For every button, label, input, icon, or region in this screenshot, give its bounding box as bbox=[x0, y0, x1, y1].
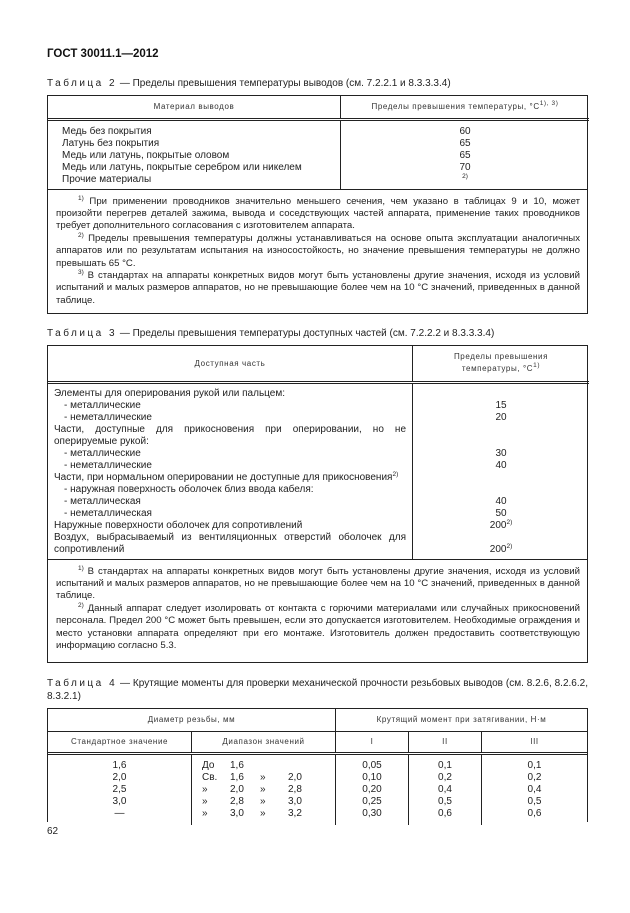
value-wrap bbox=[490, 520, 512, 532]
table3-caption-label: Таблица 3 bbox=[47, 328, 118, 339]
value: 15 bbox=[495, 399, 507, 411]
value-wrap bbox=[490, 544, 512, 556]
table3-row-value bbox=[413, 424, 589, 448]
value: 65 bbox=[459, 137, 471, 149]
table4-standard-value-column bbox=[48, 753, 192, 825]
table3-row-label bbox=[54, 388, 406, 400]
table2-row-value bbox=[341, 138, 589, 150]
value: 30 bbox=[495, 447, 507, 459]
table4-header-torque: Крутящий момент при затягивании, Н·м bbox=[336, 709, 588, 731]
table4-range-column bbox=[192, 753, 336, 825]
table2-header-limits bbox=[341, 96, 590, 119]
label: - металлические bbox=[64, 447, 141, 459]
range-from: 2,0 bbox=[230, 783, 244, 795]
table4-standard-value: 1,6 bbox=[112, 759, 127, 771]
table4-caption-label: Таблица 4 bbox=[47, 678, 118, 689]
range-sep: » bbox=[260, 783, 266, 795]
range-to bbox=[288, 760, 314, 772]
table3-row-label bbox=[54, 532, 406, 556]
table3-row-label bbox=[54, 448, 406, 460]
table2-footnotes bbox=[48, 189, 587, 314]
value-wrap bbox=[495, 496, 506, 508]
footnote-text: Пределы превышения температуры должны устанавливаться на основе опыта эксплуатации аналогичных аппаратов или по результатам испытания на износостойкость, но значение превышения температуры не должно превышать 65 °С. bbox=[56, 232, 580, 269]
table3 bbox=[47, 345, 588, 663]
table3-values bbox=[413, 382, 590, 559]
table2-row-value bbox=[341, 174, 589, 186]
footnote-ref: 2) bbox=[392, 470, 399, 478]
table4-col-range: Диапазон значений bbox=[192, 731, 336, 753]
table4-col-III: III bbox=[482, 731, 588, 753]
table4-torque-II: 0,6 bbox=[438, 807, 452, 819]
range-pre: » bbox=[202, 795, 208, 807]
table4-standard-value: 2,5 bbox=[112, 783, 127, 795]
table3-row-value bbox=[413, 400, 589, 412]
table3-row-value bbox=[413, 412, 589, 424]
table3-row-label bbox=[54, 424, 406, 448]
footnote-mark: 2) bbox=[78, 231, 84, 239]
table2-row-label: Медь или латунь, покрытые серебром или никелем bbox=[62, 161, 302, 173]
footnote-text: В стандартах на аппараты конкретных видов могут быть установлены другие значения, исходя из условий испытаний и малых размеров аппаратов, но не превышающие более чем на 10 °С значений, приведенных в данной таблице. bbox=[56, 269, 580, 306]
table3-caption-text: — Пределы превышения температуры доступных частей (см. 7.2.2.2 и 8.3.3.3.4) bbox=[117, 328, 495, 339]
footnote-ref: 2) bbox=[506, 518, 513, 526]
value-wrap bbox=[495, 448, 506, 460]
label: Элементы для оперирования рукой или пальцем: bbox=[54, 387, 285, 399]
table3-row-value bbox=[413, 532, 589, 556]
table3-row-value bbox=[413, 472, 589, 484]
range-pre: » bbox=[202, 807, 208, 819]
label: - наружная поверхность оболочек близ ввода кабеля: bbox=[64, 483, 314, 495]
footnote-text: При применении проводников значительно меньшего сечения, чем указано в таблицах 9 и 10, может произойти перегрев деталей зажима, вывода и соседствующих частей аппарата, применение таких проводников требует дополнительного согласования с изготовителем аппарата. bbox=[56, 195, 580, 232]
table3-row-value bbox=[413, 484, 589, 496]
range-from: 3,0 bbox=[230, 807, 244, 819]
value: 50 bbox=[495, 507, 507, 519]
range-sep: » bbox=[260, 771, 266, 783]
table4-torque-I: 0,20 bbox=[362, 783, 382, 795]
table2-row-label: Прочие материалы bbox=[62, 173, 152, 185]
range-to: 2,8 bbox=[288, 783, 302, 795]
table4-body bbox=[48, 753, 587, 825]
page-number: 62 bbox=[47, 826, 59, 837]
table2-caption-text: — Пределы превышения температуры выводов (см. 7.2.2.1 и 8.3.3.3.4) bbox=[117, 78, 451, 89]
footnote-mark: 1) bbox=[78, 194, 84, 202]
range-to: 2,0 bbox=[288, 771, 302, 783]
range-from: 1,6 bbox=[230, 759, 244, 771]
range-from: 1,6 bbox=[230, 771, 244, 783]
table4-range-cell bbox=[192, 760, 335, 772]
label: Части, при нормальном оперировании не доступные для прикосновения bbox=[54, 471, 393, 483]
header-text: Пределы превышения температуры, °С bbox=[453, 352, 549, 374]
value-wrap bbox=[495, 508, 506, 520]
range-pre: До bbox=[202, 759, 215, 771]
table2-caption-label: Таблица 2 bbox=[47, 78, 118, 89]
value: 200 bbox=[489, 543, 507, 555]
table3-row-value bbox=[413, 460, 589, 472]
label: Воздух, выбрасываемый из вентиляционных отверстий оболочек для сопротивлений bbox=[54, 531, 406, 555]
value: 20 bbox=[495, 411, 507, 423]
table4-torque-II: 0,4 bbox=[438, 783, 452, 795]
table3-row-label bbox=[54, 520, 406, 532]
table3-row-label bbox=[54, 472, 406, 484]
table3-header-limits bbox=[413, 346, 590, 382]
table4-torque-III: 0,1 bbox=[527, 759, 542, 771]
range-to: 3,2 bbox=[288, 807, 302, 819]
range-sep: » bbox=[260, 795, 266, 807]
label: - неметаллическая bbox=[64, 507, 152, 519]
label: Наружные поверхности оболочек для сопротивлений bbox=[54, 519, 303, 531]
table2 bbox=[47, 95, 588, 314]
label: - металлическая bbox=[64, 495, 141, 507]
table3-caption bbox=[47, 327, 588, 340]
document-header: ГОСТ 30011.1—2012 bbox=[47, 48, 159, 60]
value: 70 bbox=[459, 161, 471, 173]
table4-range-cell bbox=[192, 796, 335, 808]
table4-torque-II: 0,1 bbox=[438, 759, 452, 771]
table4-caption bbox=[47, 677, 588, 703]
footnote-mark: 2) bbox=[78, 601, 84, 609]
table3-header-part: Доступная часть bbox=[194, 358, 266, 368]
table3-row-value bbox=[413, 496, 589, 508]
table4-caption-text: — Крутящие моменты для проверки механической прочности резьбовых выводов (см. 8.2.6, 8.2.6.2, 8.3.2.1) bbox=[47, 678, 588, 702]
footnote bbox=[56, 233, 580, 270]
footnote bbox=[56, 566, 580, 603]
table3-row-label bbox=[54, 460, 406, 472]
table3-row-value bbox=[413, 520, 589, 532]
table4-torque-III: 0,6 bbox=[527, 807, 542, 819]
footnote bbox=[56, 603, 580, 653]
value-wrap bbox=[495, 400, 506, 412]
table3-row-value bbox=[413, 388, 589, 400]
label: - неметаллические bbox=[64, 459, 152, 471]
range-sep: » bbox=[260, 807, 266, 819]
table3-row-value bbox=[413, 448, 589, 460]
table4-torque-III: 0,5 bbox=[527, 795, 542, 807]
table4-torque-I: 0,25 bbox=[362, 795, 382, 807]
table2-row-label: Латунь без покрытия bbox=[62, 137, 160, 149]
table4-torque-III-column bbox=[482, 753, 588, 825]
range-pre: Св. bbox=[202, 771, 218, 783]
table4-range-cell bbox=[192, 772, 335, 784]
table4-torque-II-column bbox=[409, 753, 482, 825]
footnote-ref: 2) bbox=[462, 172, 468, 180]
value-wrap bbox=[495, 412, 506, 424]
table3-row-label bbox=[54, 508, 406, 520]
table2-row-value bbox=[341, 150, 589, 162]
table4-col-standard: Стандартное значение bbox=[70, 737, 169, 746]
label: - неметаллические bbox=[64, 411, 152, 423]
table4-standard-value: 2,0 bbox=[112, 771, 127, 783]
range-sep bbox=[260, 760, 288, 772]
table4-range-cell bbox=[192, 784, 335, 796]
table3-row-label bbox=[54, 412, 406, 424]
table4-col-I: I bbox=[336, 731, 409, 753]
table4-col-II: II bbox=[409, 731, 482, 753]
table4-standard-value: — bbox=[114, 807, 125, 819]
table2-header-material: Материал выводов bbox=[153, 102, 235, 112]
footnote-mark: 1) bbox=[78, 564, 84, 572]
label: - металлические bbox=[64, 399, 141, 411]
range-to: 3,0 bbox=[288, 795, 302, 807]
table2-values bbox=[341, 119, 590, 189]
table3-row-label bbox=[54, 484, 406, 496]
table4-torque-II: 0,2 bbox=[438, 771, 452, 783]
table2-row-label: Медь без покрытия bbox=[62, 125, 152, 137]
table4-torque-III: 0,4 bbox=[527, 783, 542, 795]
table4-torque-I: 0,05 bbox=[362, 759, 382, 771]
table2-row-value bbox=[341, 126, 589, 138]
footnote bbox=[56, 196, 580, 233]
value-wrap bbox=[495, 460, 506, 472]
table4-torque-I-column bbox=[336, 753, 409, 825]
table3-labels bbox=[48, 382, 413, 559]
value: 40 bbox=[495, 495, 507, 507]
table4 bbox=[47, 708, 588, 822]
value: 40 bbox=[495, 459, 507, 471]
footnote-text: Данный аппарат следует изолировать от контакта с горючими материалами или случайных прикосновений персонала. Предел 200 °С может быть превышен, если это допускается изготовителем. Необходимые ограждения и место установки аппарата определяют при его монтаже. Изготовитель должен предоставить соответствующую информацию согласно 5.3. bbox=[56, 602, 580, 651]
table3-row-label bbox=[54, 496, 406, 508]
header-sup: 1) bbox=[533, 362, 541, 370]
table4-torque-III: 0,2 bbox=[527, 771, 542, 783]
range-from: 2,8 bbox=[230, 795, 244, 807]
table4-torque-II: 0,5 bbox=[438, 795, 452, 807]
footnote-text: В стандартах на аппараты конкретных видов могут быть установлены другие значения, исходя из условий испытаний и малых размеров аппаратов, но не превышающие более чем на 10 °С значений, приведенных в данной таблице. bbox=[56, 565, 580, 602]
header-sup: 1), 3) bbox=[539, 100, 559, 108]
table2-caption bbox=[47, 77, 588, 90]
value: 65 bbox=[459, 149, 471, 161]
header-text: Пределы превышения температуры, °С bbox=[371, 102, 540, 112]
table2-labels bbox=[48, 119, 341, 189]
range-pre: » bbox=[202, 783, 208, 795]
label: Части, доступные для прикосновения при оперировании, но не оперируемые рукой: bbox=[54, 423, 406, 447]
table4-torque-I: 0,30 bbox=[362, 807, 382, 819]
table4-range-cell bbox=[192, 808, 335, 820]
table3-row-value bbox=[413, 508, 589, 520]
table4-standard-value: 3,0 bbox=[112, 795, 127, 807]
footnote-mark: 3) bbox=[78, 268, 84, 276]
table4-torque-I: 0,10 bbox=[362, 771, 382, 783]
table3-row-label bbox=[54, 400, 406, 412]
table4-header-diameter: Диаметр резьбы, мм bbox=[147, 715, 236, 725]
footnote-ref: 2) bbox=[506, 542, 513, 550]
value: 200 bbox=[489, 519, 507, 531]
table2-row-label: Медь или латунь, покрытые оловом bbox=[62, 149, 230, 161]
table3-footnotes bbox=[48, 559, 587, 659]
footnote bbox=[56, 270, 580, 307]
value: 60 bbox=[459, 125, 471, 137]
